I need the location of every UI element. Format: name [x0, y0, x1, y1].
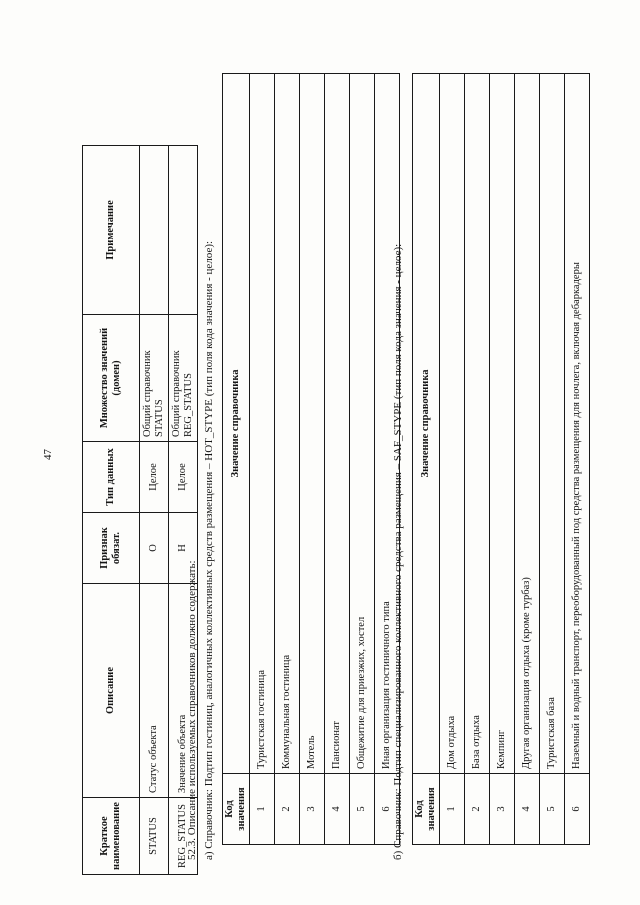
- table-row: [565, 74, 590, 845]
- header-domain: Множество значений (домен): [83, 315, 140, 442]
- cell-code: 3: [490, 774, 515, 845]
- table-row: [515, 74, 540, 845]
- cell-required: О: [140, 513, 169, 584]
- table-row: [440, 74, 465, 845]
- cell-description: Значение объекта: [169, 584, 198, 798]
- table-row: [490, 74, 515, 845]
- table-row: [250, 74, 275, 845]
- cell-code: 6: [375, 774, 400, 845]
- table-row: [140, 146, 169, 875]
- cell-data-type: Целое: [140, 442, 169, 513]
- cell-code: 4: [515, 774, 540, 845]
- saf-stype-table: [412, 73, 590, 845]
- header-short-name: Краткое наименование: [83, 798, 140, 875]
- header-data-type: Тип данных: [83, 442, 140, 513]
- cell-description: Статус объекта: [140, 584, 169, 798]
- section-heading: 52.3. Описание используемых справочников должно содержать:: [186, 560, 198, 860]
- cell-code: 1: [440, 774, 465, 845]
- attributes-table: [82, 145, 198, 875]
- cell-code: 5: [540, 774, 565, 845]
- table-row: [465, 74, 490, 845]
- cell-value: Мотель: [300, 74, 325, 774]
- cell-value: Иная организация гостиничного типа: [375, 74, 400, 774]
- header-note: Примечание: [83, 146, 140, 315]
- cell-value: Кемпинг: [490, 74, 515, 774]
- cell-value: Другая организация отдыха (кроме турбаз): [515, 74, 540, 774]
- page-number: 47: [42, 449, 54, 460]
- cell-value: Наземный и водный транспорт, переоборудованный под средства размещения для ночлега, включая дебаркадеры: [565, 74, 590, 774]
- table-row: [300, 74, 325, 845]
- cell-value: База отдыха: [465, 74, 490, 774]
- cell-code: 2: [465, 774, 490, 845]
- table-header-row: [413, 74, 440, 845]
- cell-code: 6: [565, 774, 590, 845]
- cell-value: Общежитие для приезжих, хостел: [350, 74, 375, 774]
- table-row: [350, 74, 375, 845]
- cell-value: Дом отдыха: [440, 74, 465, 774]
- table-header-row: [83, 146, 140, 875]
- cell-value: Туристская база: [540, 74, 565, 774]
- dict-b-caption: б) Справочник: Подтип специализированного коллективного средства размещения – SAF_STYPE (тип поля кода значения - целое):: [392, 243, 404, 860]
- header-required: Признак обязат.: [83, 513, 140, 584]
- cell-note: [169, 146, 198, 315]
- cell-code: 3: [300, 774, 325, 845]
- cell-value: Пансионат: [325, 74, 350, 774]
- cell-code: 4: [325, 774, 350, 845]
- table-row: [275, 74, 300, 845]
- header-value: Значение справочника: [413, 74, 440, 774]
- header-value: Значение справочника: [223, 74, 250, 774]
- cell-short-name: REG_STATUS: [169, 798, 198, 875]
- cell-short-name: STATUS: [140, 798, 169, 875]
- dict-a-caption: а) Справочник: Подтип гостиниц, аналогичных коллективных средств размещения – HOT_STYPE (тип поля кода значения - целое):: [203, 240, 215, 860]
- cell-note: [140, 146, 169, 315]
- cell-code: 5: [350, 774, 375, 845]
- table-header-row: [223, 74, 250, 845]
- header-description: Описание: [83, 584, 140, 798]
- table-row: [325, 74, 350, 845]
- cell-value: Туристская гостиница: [250, 74, 275, 774]
- cell-required: Н: [169, 513, 198, 584]
- table-row: [540, 74, 565, 845]
- cell-domain: Общий справочник REG_STATUS: [169, 315, 198, 442]
- cell-code: 1: [250, 774, 275, 845]
- cell-code: 2: [275, 774, 300, 845]
- header-code: Код значения: [223, 774, 250, 845]
- cell-domain: Общий справочник STATUS: [140, 315, 169, 442]
- hot-stype-table: [222, 73, 400, 845]
- cell-data-type: Целое: [169, 442, 198, 513]
- cell-value: Коммунальная гостиница: [275, 74, 300, 774]
- header-code: Код значения: [413, 774, 440, 845]
